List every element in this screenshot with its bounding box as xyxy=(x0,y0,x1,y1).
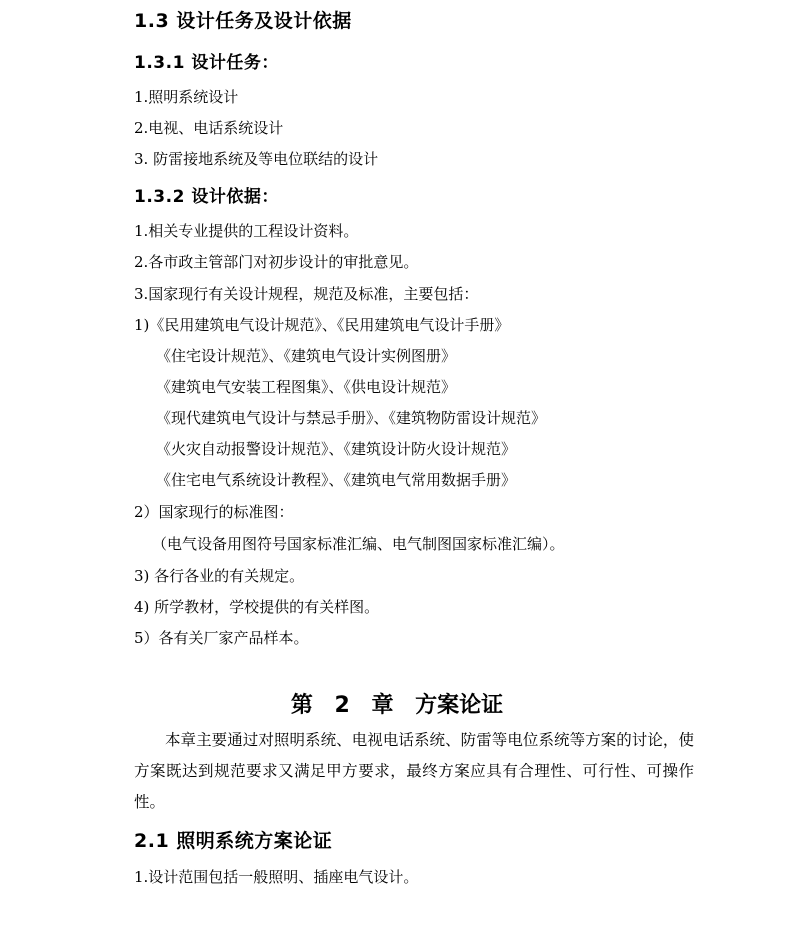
list-item: 3.国家现行有关设计规程，规范及标准，主要包括： xyxy=(134,285,479,303)
list-item: 4) 所学教材，学校提供的有关样图。 xyxy=(134,598,380,616)
chapter-title: 第 2 章 方案论证 xyxy=(290,693,504,718)
list-item: 5）各有关厂家产品样本。 xyxy=(134,629,309,647)
section-heading-1-3: 1.3 设计任务及设计依据 xyxy=(134,10,352,32)
section-heading-1-3-2: 1.3.2 设计依据： xyxy=(134,187,279,207)
list-item: 1.照明系统设计 xyxy=(134,88,239,106)
list-item: 3. 防雷接地系统及等电位联结的设计 xyxy=(134,150,379,168)
list-item: 《建筑电气安装工程图集》、《供电设计规范》 xyxy=(156,378,457,396)
section-heading-1-3-1: 1.3.1 设计任务： xyxy=(134,53,279,73)
chapter-intro-paragraph: 本章主要通过对照明系统、电视电话系统、防雷等电位系统等方案的讨论，使方案既达到规范要求又满足甲方要求，最终方案应具有合理性、可行性、可操作性。 xyxy=(134,731,694,811)
list-item: 2.各市政主管部门对初步设计的审批意见。 xyxy=(134,253,419,271)
list-item: （电气设备用图符号国家标准汇编、电气制图国家标准汇编）。 xyxy=(152,535,565,553)
list-item: 1.设计范围包括一般照明、插座电气设计。 xyxy=(134,868,419,886)
list-item: 《火灾自动报警设计规范》、《建筑设计防火设计规范》 xyxy=(156,440,517,458)
list-item: 3) 各行各业的有关规定。 xyxy=(134,567,305,585)
list-item: 1)《民用建筑电气设计规范》、《民用建筑电气设计手册》 xyxy=(134,316,510,334)
list-item: 《住宅电气系统设计教程》、《建筑电气常用数据手册》 xyxy=(156,471,517,489)
list-item: 2）国家现行的标准图： xyxy=(134,503,294,521)
section-heading-2-1: 2.1 照明系统方案论证 xyxy=(134,830,333,852)
list-item: 1.相关专业提供的工程设计资料。 xyxy=(134,222,359,240)
list-item: 《现代建筑电气设计与禁忌手册》、《建筑物防雷设计规范》 xyxy=(156,409,547,427)
list-item: 《住宅设计规范》、《建筑电气设计实例图册》 xyxy=(156,347,457,365)
list-item: 2.电视、电话系统设计 xyxy=(134,119,284,137)
